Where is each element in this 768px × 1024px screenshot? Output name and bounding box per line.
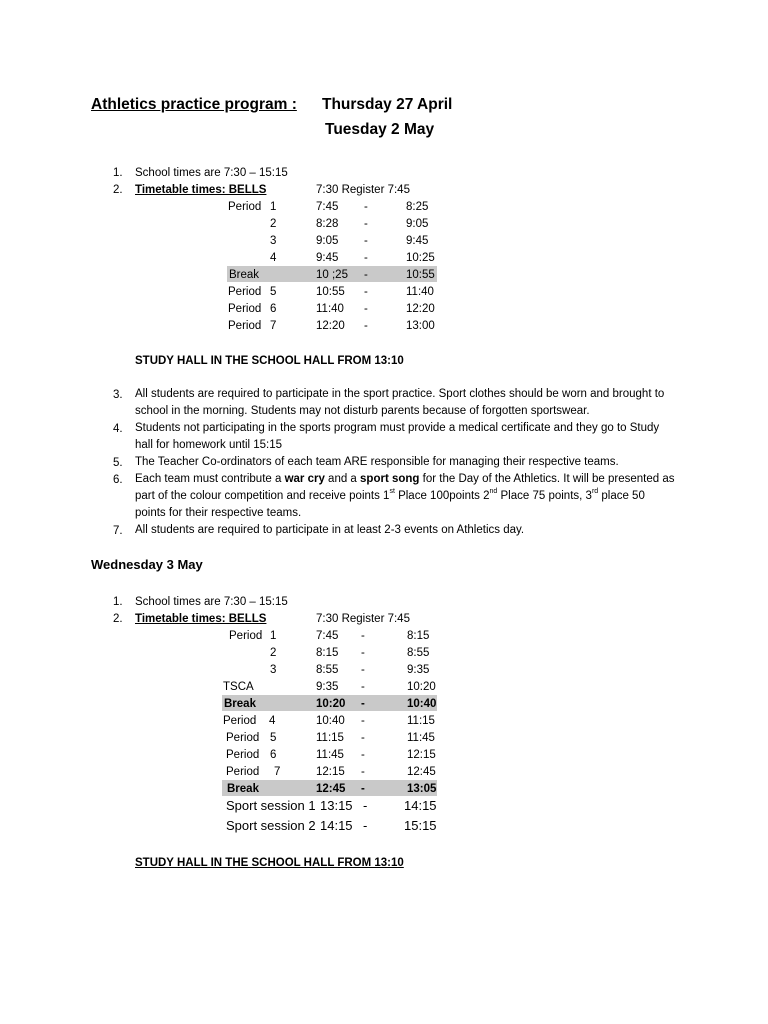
row-end: 11:40	[406, 286, 434, 298]
row-dash: -	[361, 749, 365, 761]
sport-session-2-label: Sport session 2	[226, 818, 316, 833]
row-start: 12:20	[316, 320, 345, 332]
row-dash: -	[364, 320, 368, 332]
row-number: 2	[270, 218, 277, 230]
row-dash: -	[361, 732, 365, 744]
list-number-3: 3.	[113, 389, 123, 401]
row-number: 7	[270, 320, 277, 332]
study-hall-note-2: STUDY HALL IN THE SCHOOL HALL FROM 13:10	[135, 857, 404, 869]
register-time: 7:30 Register 7:45	[316, 184, 410, 196]
row-end: 13:00	[406, 320, 435, 332]
date-line-2: Tuesday 2 May	[325, 121, 435, 138]
date-line-1: Thursday 27 April	[322, 96, 453, 113]
row-label: Period	[223, 715, 257, 727]
rule-4	[135, 420, 659, 454]
row-start: 8:55	[316, 664, 339, 676]
sport-session-2-end: 15:15	[404, 818, 437, 833]
row-dash: -	[361, 715, 365, 727]
rule-6-line-1: Each team must contribute a war cry and a sport song for the Day of the Athletics. It will be presented as	[135, 473, 675, 485]
list-number-1: 1.	[113, 167, 123, 179]
row-label: Period	[229, 630, 263, 642]
rule-4-line-2: hall for homework until 15:15	[135, 439, 283, 451]
row-end: 10:55	[406, 269, 435, 281]
rule-7-text: All students are required to participate in at least 2-3 events on Athletics day.	[135, 524, 525, 536]
row-start: 9:35	[316, 681, 339, 693]
sport-session-1-dash: -	[363, 798, 368, 813]
row-end: 11:15	[407, 715, 435, 727]
row-start: 9:05	[316, 235, 339, 247]
row-number: 2	[270, 647, 277, 659]
rule-3	[135, 386, 664, 420]
row-label: Period	[228, 320, 262, 332]
row-start: 8:15	[316, 647, 339, 659]
row-end: 8:15	[407, 630, 430, 642]
row-start: 10 ;25	[316, 269, 348, 281]
row-end: 12:45	[407, 766, 436, 778]
sport-session-1-start: 13:15	[320, 798, 353, 813]
row-label: Break	[229, 269, 260, 281]
register-time-2: 7:30 Register 7:45	[316, 613, 410, 625]
row-dash: -	[361, 766, 365, 778]
row-number: 6	[270, 303, 277, 315]
row-dash: -	[364, 252, 368, 264]
row-start: 11:45	[316, 749, 344, 761]
row-start: 10:55	[316, 286, 345, 298]
list-number-2: 2.	[113, 184, 123, 196]
row-start: 10:20	[316, 698, 346, 710]
row-dash: -	[361, 630, 365, 642]
row-start: 11:40	[316, 303, 344, 315]
row-number: 3	[270, 664, 277, 676]
row-number: 5	[270, 286, 277, 298]
school-times: School times are 7:30 – 15:15	[135, 167, 288, 179]
sport-session-2-start: 14:15	[320, 818, 353, 833]
row-number: 6	[270, 749, 277, 761]
row-end: 9:35	[407, 664, 430, 676]
row-start: 12:15	[316, 766, 345, 778]
row-label: Break	[224, 698, 256, 710]
sport-session-2-dash: -	[363, 818, 368, 833]
row-start: 7:45	[316, 630, 339, 642]
study-hall-note: STUDY HALL IN THE SCHOOL HALL FROM 13:10	[135, 355, 404, 367]
rule-4-line-1: Students not participating in the sports program must provide a medical certificate and they go to Study	[135, 422, 660, 434]
row-label: Period	[228, 286, 262, 298]
row-dash: -	[361, 698, 365, 710]
row-label: Period	[226, 766, 260, 778]
row-dash: -	[361, 783, 365, 795]
row-dash: -	[361, 664, 365, 676]
row-end: 8:55	[407, 647, 430, 659]
row-dash: -	[364, 201, 368, 213]
rule-6-line-2: part of the colour competition and receive points 1st Place 100points 2nd Place 75 points, 3rd place 50	[135, 488, 645, 502]
list-number-2b: 2.	[113, 613, 123, 625]
row-end: 12:20	[406, 303, 435, 315]
row-number: 4	[269, 715, 276, 727]
row-end: 12:15	[407, 749, 436, 761]
rule-7	[135, 522, 524, 539]
row-end: 11:45	[407, 732, 435, 744]
sport-session-1-label: Sport session 1	[226, 798, 316, 813]
row-number: 1	[270, 630, 277, 642]
row-dash: -	[364, 286, 368, 298]
list-number-6: 6.	[113, 474, 123, 486]
row-start: 11:15	[316, 732, 344, 744]
row-label: Period	[228, 201, 262, 213]
row-start: 10:40	[316, 715, 345, 727]
row-start: 12:45	[316, 783, 346, 795]
timetable-label: Timetable times: BELLS	[135, 184, 267, 196]
list-number-5: 5.	[113, 457, 123, 469]
row-end: 10:40	[407, 698, 437, 710]
row-number: 3	[270, 235, 277, 247]
row-label: Period	[226, 732, 260, 744]
row-end: 8:25	[406, 201, 429, 213]
row-dash: -	[364, 303, 368, 315]
rule-6	[135, 471, 675, 522]
timetable-label-2: Timetable times: BELLS	[135, 613, 267, 625]
row-number: 7	[274, 766, 281, 778]
wednesday-heading: Wednesday 3 May	[91, 557, 203, 572]
row-dash: -	[361, 647, 365, 659]
school-times-2: School times are 7:30 – 15:15	[135, 596, 288, 608]
rule-6-line-3: points for their respective teams.	[135, 507, 302, 519]
row-start: 7:45	[316, 201, 339, 213]
row-end: 9:45	[406, 235, 429, 247]
row-label: Break	[227, 783, 259, 795]
list-number-1b: 1.	[113, 596, 123, 608]
sport-session-1-end: 14:15	[404, 798, 437, 813]
list-number-7: 7.	[113, 525, 123, 537]
list-number-4: 4.	[113, 423, 123, 435]
row-end: 13:05	[407, 783, 437, 795]
rule-3-line-2: school in the morning. Students may not disturb parents because of forgotten sportswear.	[135, 405, 590, 417]
row-end: 9:05	[406, 218, 429, 230]
row-dash: -	[364, 235, 368, 247]
document-title: Athletics practice program :	[91, 96, 297, 113]
row-label: Period	[228, 303, 262, 315]
row-number: 4	[270, 252, 277, 264]
row-dash: -	[361, 681, 365, 693]
row-end: 10:25	[406, 252, 435, 264]
row-label: Period	[226, 749, 260, 761]
row-label: TSCA	[223, 681, 254, 693]
rule-5	[135, 454, 619, 471]
row-start: 8:28	[316, 218, 339, 230]
row-number: 5	[270, 732, 277, 744]
row-dash: -	[364, 218, 368, 230]
row-start: 9:45	[316, 252, 339, 264]
row-number: 1	[270, 201, 277, 213]
rule-5-text: The Teacher Co-ordinators of each team ARE responsible for managing their respective teams.	[135, 456, 619, 468]
rule-3-line-1: All students are required to participate in the sport practice. Sport clothes should be worn and brought to	[135, 388, 665, 400]
row-dash: -	[364, 269, 368, 281]
row-end: 10:20	[407, 681, 436, 693]
